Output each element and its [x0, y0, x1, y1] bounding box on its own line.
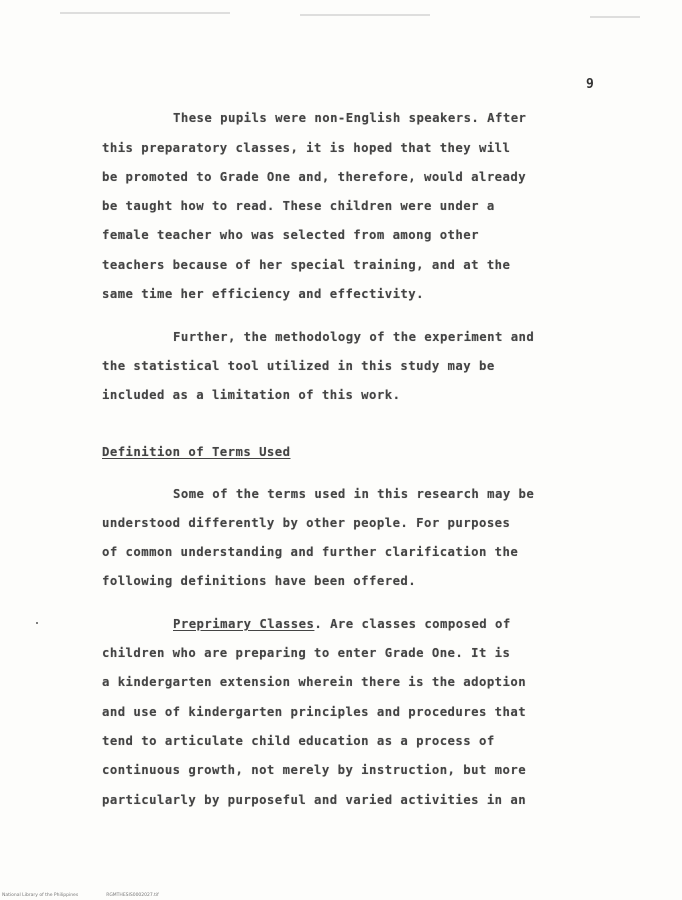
paragraph-1-line-6: teachers because of her special training, and at the — [102, 258, 511, 272]
paragraph-4-line-5: tend to articulate child education as a process of — [102, 734, 495, 748]
paragraph-1-line-1: These pupils were non-English speakers. After — [173, 111, 527, 125]
definition-term: Preprimary Classes — [173, 617, 315, 631]
section-heading: Definition of Terms Used — [102, 445, 291, 459]
paragraph-4-line-1 — [173, 617, 511, 631]
paragraph-1-line-7: same time her efficiency and effectivity. — [102, 287, 424, 301]
page-number: 9 — [586, 77, 594, 92]
definition-intro: . Are classes composed of — [314, 617, 511, 631]
paragraph-3-line-2: understood differently by other people. For purposes — [102, 516, 511, 530]
scan-streak-top-right — [590, 16, 640, 18]
paragraph-2-line-2: the statistical tool utilized in this study may be — [102, 359, 495, 373]
paragraph-3-line-4: following definitions have been offered. — [102, 574, 417, 588]
margin-dot-mark — [36, 622, 38, 624]
paragraph-4-line-2: children who are preparing to enter Grade One. It is — [102, 646, 511, 660]
paragraph-2-line-3: included as a limitation of this work. — [102, 388, 401, 402]
paragraph-4-line-4: and use of kindergarten principles and procedures that — [102, 705, 527, 719]
paragraph-1-line-2: this preparatory classes, it is hoped that they will — [102, 141, 511, 155]
paragraph-4-line-6: continuous growth, not merely by instruction, but more — [102, 763, 527, 777]
paragraph-1-line-5: female teacher who was selected from among other — [102, 228, 479, 242]
paragraph-4-line-7: particularly by purposeful and varied activities in an — [102, 793, 527, 807]
paragraph-1-line-4: be taught how to read. These children were under a — [102, 199, 495, 213]
footer-institution: National Library of the Philippines — [2, 893, 79, 898]
paragraph-3-line-3: of common understanding and further clarification the — [102, 545, 519, 559]
scan-footer — [2, 893, 187, 898]
footer-identifier: RGMTHESIS0002027.tif — [106, 893, 159, 898]
paragraph-4-line-3: a kindergarten extension wherein there is the adoption — [102, 675, 527, 689]
paragraph-1-line-3: be promoted to Grade One and, therefore, would already — [102, 170, 527, 184]
paragraph-3-line-1: Some of the terms used in this research may be — [173, 487, 535, 501]
paragraph-2-line-1: Further, the methodology of the experiment and — [173, 330, 535, 344]
scan-streak-top-center — [300, 14, 430, 16]
scan-streak-top-left — [60, 12, 230, 14]
